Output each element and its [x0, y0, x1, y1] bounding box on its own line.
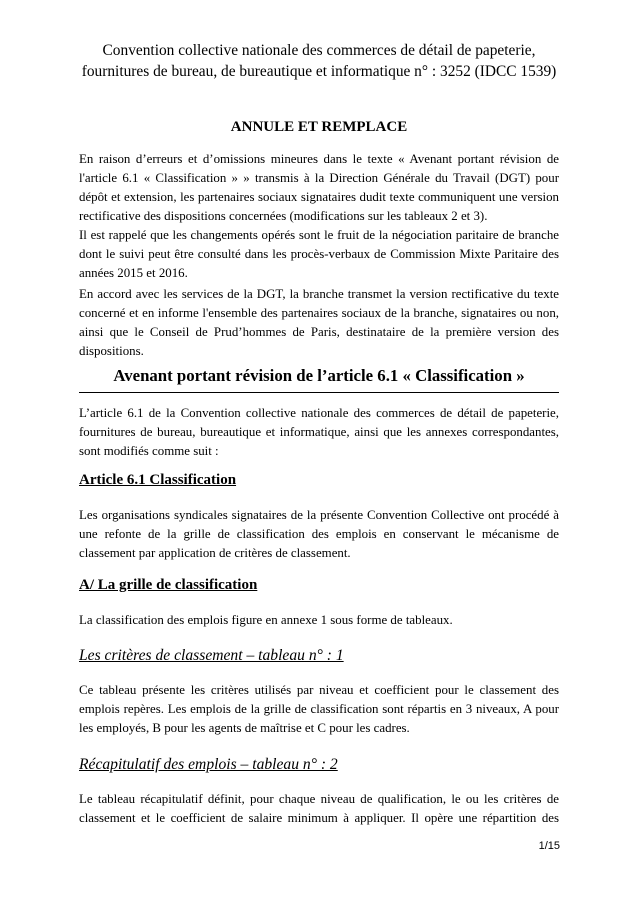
header-line-1: Convention collective nationale des commerces de détail de papeterie, [102, 42, 536, 59]
header-line-2: fournitures de bureau, de bureautique et informatique n° : 3252 (IDCC 1539) [81, 63, 557, 80]
grille-heading: A/ La grille de classification [79, 577, 258, 593]
article-paragraph-block [79, 506, 559, 563]
article-heading: Article 6.1 Classification [79, 472, 237, 488]
intro-paragraph-2-block [79, 226, 559, 283]
avenant-title: Avenant portant révision de l’article 6.1 « Classification » [79, 365, 559, 393]
criteres-paragraph-block [79, 681, 559, 738]
avenant-paragraph: L’article 6.1 de la Convention collective nationale des commerces de détail de papeterie, fournitures de bureau, bureautique et informatique, ainsi que les annexes correspondantes, sont modifiés comme suit : [79, 406, 559, 458]
avenant-paragraph-block [79, 404, 559, 461]
recap-heading: Récapitulatif des emplois – tableau n° : 2 [79, 756, 338, 773]
criteres-heading: Les critères de classement – tableau n° : 1 [79, 647, 344, 664]
article-paragraph: Les organisations syndicales signataires de la présente Convention Collective ont procédé à une refonte de la grille de classification des emplois en conservant le mécanisme de classement par application de critères de classement. [79, 508, 559, 560]
criteres-paragraph: Ce tableau présente les critères utilisés par niveau et coefficient pour le classement des emplois repères. Les emplois de la grille de classification sont répartis en 3 niveaux, A pour les employés, B pour les agents de maîtrise et C pour les cadres. [79, 683, 559, 735]
grille-paragraph: La classification des emplois figure en annexe 1 sous forme de tableaux. [79, 613, 453, 627]
recap-paragraph: Le tableau récapitulatif définit, pour chaque niveau de qualification, le ou les critères de classement et le coefficient de salaire minimum à appliquer. Il opère une répartition des [79, 792, 559, 825]
grille-paragraph-block [79, 611, 559, 630]
recap-paragraph-block [79, 790, 559, 828]
page-number: 1/15 [538, 840, 560, 852]
intro-paragraph-3-block [79, 285, 559, 361]
intro-paragraph-2: Il est rappelé que les changements opérés sont le fruit de la négociation paritaire de branche dont le suivi peut être consulté dans les procès-verbaux de Commission Mixte Paritaire des années 2015 et 2016. [79, 228, 559, 280]
document-header [60, 40, 578, 82]
intro-paragraph-1-block [79, 150, 559, 226]
intro-paragraph-1: En raison d’erreurs et d’omissions mineures dans le texte « Avenant portant révision de l'article 6.1 « Classification » » transmis à la Direction Générale du Travail (DGT) pour dépôt et extension, les partenaires sociaux signataires dudit texte communiquent une version rectificative des dispositions concernées (modifications sur les tableaux 2 et 3). [79, 152, 559, 223]
annule-heading: ANNULE ET REMPLACE [230, 119, 408, 135]
intro-paragraph-3: En accord avec les services de la DGT, la branche transmet la version rectificative du texte concerné et en informe l'ensemble des partenaires sociaux de la branche, signataires ou non, ainsi que le Conseil de Prud’hommes de Paris, destinataire de la première version des dispositions. [79, 287, 559, 358]
